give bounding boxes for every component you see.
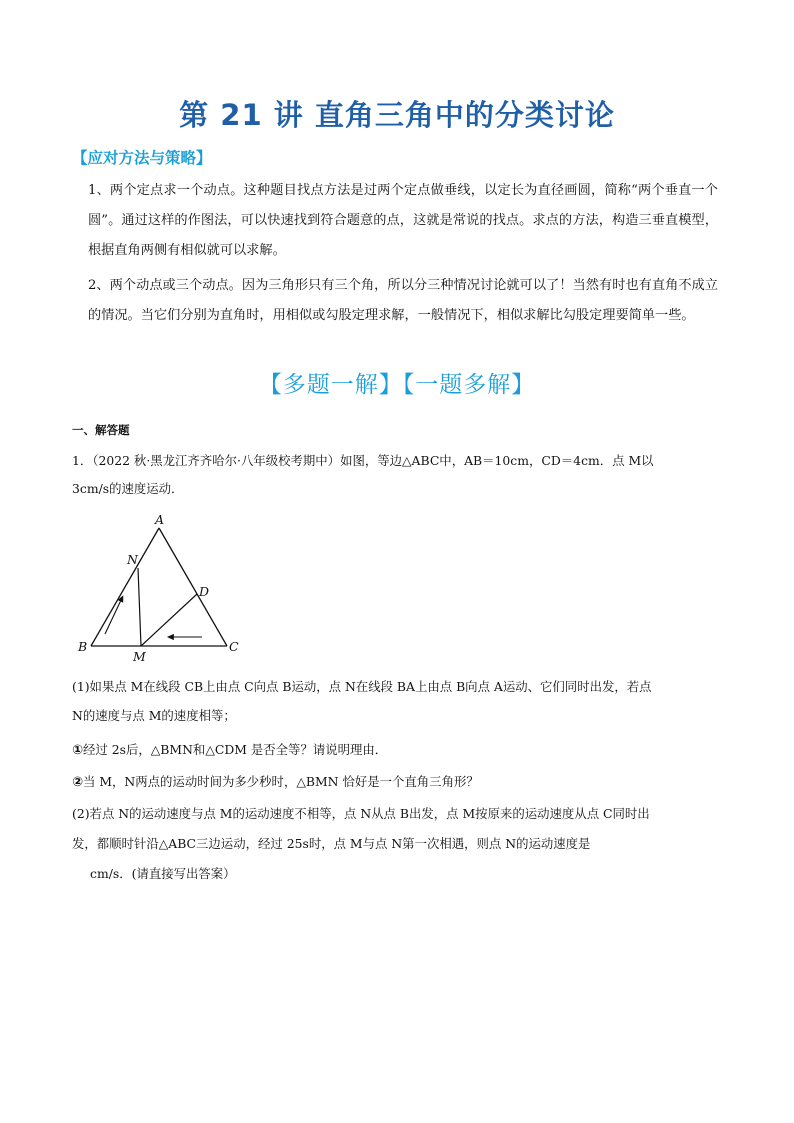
strategy-paragraph-2: 2、两个动点或三个动点。因为三角形只有三个角，所以分三种情况讨论就可以了！当然有时也有直角不成立的情况。当它们分别为直角时，用相似或勾股定理求解，一般情况下，相似求解比勾股定理要简单一些。 <box>88 278 718 323</box>
question-stem-line-1: 1．（2022 秋·黑龙江齐齐哈尔·八年级校考期中）如图，等边△ABC中，AB＝10cm，CD＝4cm．点 M以 <box>72 453 654 468</box>
page-title: 第 21 讲 直角三角中的分类讨论 <box>179 98 615 132</box>
label-n: N <box>127 552 138 567</box>
section-banner: 【多题一解】【一题多解】 <box>258 372 536 398</box>
segment-md <box>141 594 197 646</box>
part2-line-2: 发，都顺时针沿△ABC三边运动，经过 25s时，点 M与点 N第一次相遇，则点 N的运动速度是 <box>72 836 591 851</box>
label-d: D <box>199 584 210 599</box>
label-a: A <box>155 512 165 527</box>
question-stem-line-2: 3cm/s的速度运动． <box>72 481 184 496</box>
side-ca <box>159 528 227 646</box>
label-c: C <box>229 639 239 654</box>
sub-question-2-text: 当 M，N两点的运动时间为多少秒时，△BMN 恰好是一个直角三角形？ <box>83 774 479 789</box>
strategy-paragraph-1: 1、两个定点求一个动点。这种题目找点方法是过两个定点做垂线，以定长为直径画圆，简称“两个垂直一个圆”。通过这样的作图法，可以快速找到符合题意的点，这就是常说的找点。求点的方法，构造三垂直模型，根据直角两侧有相似就可以求解。 <box>88 183 718 258</box>
label-b: B <box>78 639 88 654</box>
label-m: M <box>133 649 146 664</box>
circled-two-marker: ② <box>72 775 84 790</box>
side-ab <box>91 528 159 646</box>
sub-question-1-text: 经过 2s后，△BMN和△CDM 是否全等？请说明理由． <box>83 742 388 757</box>
triangle-diagram <box>70 510 260 670</box>
segment-mn <box>138 568 141 646</box>
sub-question-2 <box>72 772 722 790</box>
part1-line-1: (1)如果点 M在线段 CB上由点 C向点 B运动，点 N在线段 BA上由点 B向点 A运动、它们同时出发，若点 <box>72 679 652 694</box>
circled-one-marker: ① <box>72 743 84 758</box>
part1-line-2: N的速度与点 M的速度相等； <box>72 708 236 723</box>
question-type-heading: 一、解答题 <box>72 423 130 437</box>
part2-line-3: cm/s．(请直接写出答案） <box>90 866 236 881</box>
section-heading-strategy: 【应对方法与策略】 <box>72 149 212 167</box>
part2-line-1: (2)若点 N的运动速度与点 M的运动速度不相等，点 N从点 B出发，点 M按原来的运动速度从点 C同时出 <box>72 806 650 821</box>
sub-question-1 <box>72 740 722 758</box>
